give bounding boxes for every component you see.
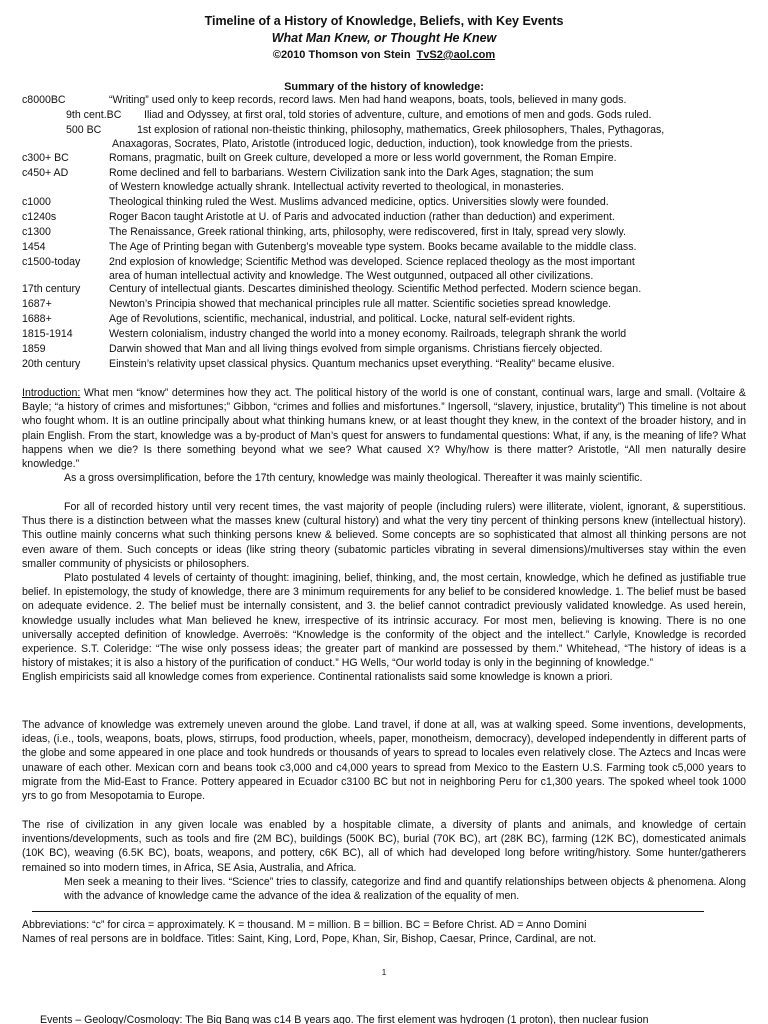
timeline-text-continued: area of human intellectual activity and knowledge. The West outgunned, outpaced all other civilizations.: [109, 270, 594, 282]
timeline-date: 1688+: [22, 313, 52, 325]
timeline-text: Iliad and Odyssey, at first oral, told stories of adventure, culture, and emotions of men and gods. Gods ruled.: [144, 109, 652, 121]
page-number: 1: [381, 968, 387, 977]
timeline-date: c1000: [22, 196, 51, 208]
timeline-date: 9th cent.BC: [66, 109, 122, 121]
timeline-date: c8000BC: [22, 94, 66, 106]
timeline-date: 500 BC: [66, 124, 102, 136]
intro-text: What men “know” determines how they act. The political history of the world is one of constant, continual wars, large and small. (Voltaire & Bayle; “a history of crimes and misfortunes;” Gibbon, “crimes and follies and misfortunes.” Ingersoll, “slavery, injustice, brutality”) This timeline is not about who fought whom. It is an outline principally about what thinking humans knew, or at least thought they knew, in the context of the broader history, and in plain English. From the start, knowledge was a by-product of Man’s quest for answers to fundamental questions: What, if any, is the meaning of life? What happens when we die? Is there something beyond what we see? What caused X? Why/how is there matter? Aristotle, “All men naturally desire knowledge.”: [22, 387, 746, 471]
timeline-date: c1300: [22, 226, 51, 238]
paragraph-plato: [22, 571, 746, 685]
empiricists-text: English empiricists said all knowledge comes from experience. Continental rationalists said some knowledge is known a priori.: [22, 671, 613, 684]
timeline-text: Einstein’s relativity upset classical physics. Quantum mechanics upset everything. “Reality” became elusive.: [109, 358, 615, 370]
intro-oversimplification: As a gross oversimplification, before the 17th century, knowledge was mainly theological. Thereafter it was mainly scientific.: [64, 472, 643, 485]
paragraph-rise-civilization: [22, 818, 746, 903]
timeline-text: Darwin showed that Man and all living things evolved from simple organisms. Christians fiercely objected.: [109, 343, 603, 355]
intro-paragraph: [22, 386, 746, 485]
timeline-text: Roger Bacon taught Aristotle at U. of Paris and advocated induction (rather than deduction) and experiment.: [109, 211, 615, 223]
paragraph-recorded-history: [22, 500, 746, 571]
document-subtitle: What Man Knew, or Thought He Knew: [271, 31, 497, 45]
names-text: Names of real persons are in boldface. Titles: Saint, King, Lord, Pope, Khan, Sir, Bishop, Caesar, Prince, Cardinal, are not.: [22, 933, 597, 946]
timeline-date: 1815-1914: [22, 328, 73, 340]
author-line: [0, 48, 768, 62]
abbreviations-text: Abbreviations: “c” for circa = approximately. K = thousand. M = million. B = billion. BC = Before Christ. AD = Anno Domini: [22, 919, 587, 931]
timeline-date: c300+ BC: [22, 152, 69, 164]
timeline-text: Age of Revolutions, scientific, mechanical, industrial, and political. Locke, natural self-evident rights.: [109, 313, 576, 325]
timeline-date: 20th century: [22, 358, 81, 370]
paragraph-uneven-advance: [22, 718, 746, 803]
rise-civilization-text: The rise of civilization in any given locale was enabled by a hospitable climate, a diversity of plants and animals, and knowledge of certain inventions/developments, such as tools and fire (2M BC), buildings (500K BC), burial (70K BC), art (28K BC), farming (12K BC), domesticated animals (10K BC), weaving (6.5K BC), boats, weapons, and pottery, c6K BC), all of which had developed long before writing/history. Some hunter/gatherers remained so into modern times, in Africa, SE Asia, Australia, and Africa.: [22, 819, 746, 874]
timeline-date: 1859: [22, 343, 46, 355]
timeline-date: c450+ AD: [22, 167, 69, 179]
events-line: Events – Geology/Cosmology: The Big Bang was c14 B years ago. The first element was hydrogen (1 proton), then nuclear fusion: [40, 1014, 649, 1024]
timeline-text: Newton’s Principia showed that mechanical principles rule all matter. Scientific societies spread knowledge.: [109, 298, 612, 310]
timeline-text-continued: Anaxagoras, Socrates, Plato, Aristotle (introduced logic, deduction, induction), took knowledge from the priests.: [112, 138, 633, 150]
timeline-text: 2nd explosion of knowledge; Scientific Method was developed. Science replaced theology as the most important: [109, 256, 635, 268]
timeline-date: 17th century: [22, 283, 81, 295]
document-title: Timeline of a History of Knowledge, Beliefs, with Key Events: [204, 14, 564, 28]
plato-text: Plato postulated 4 levels of certainty of thought: imagining, belief, thinking, and, the most certain, knowledge, which he defined as justifiable true belief. In epistemology, the study of knowledge, there are 3 minimum requirements for any belief to be considered knowledge. 1. The belief must be based on adequate evidence. 2. The belief must be internally consistent, and 3. the belief cannot contradict previously validated knowledge. As used herein, knowledge usually includes what Man believed he knew, irrespective of its intrinsic accuracy. For most men, believing is knowing. There is no one universally accepted definition of knowledge. Averroës: “Knowledge is the conformity of the object and the intellect.” Carlyle, Knowledge is recorded experience. S.T. Coleridge: “The wise only possess ideas; the greater part of mankind are possessed by them.” Whitehead, “The history of ideas is a history of mistakes; it is also a history of the purification of conduct.” HG Wells, “Our world today is only in the beginning of knowledge.”: [22, 572, 746, 670]
timeline-date: 1687+: [22, 298, 52, 310]
timeline-date: c1500-today: [22, 256, 81, 268]
timeline-date: 1454: [22, 241, 46, 253]
summary-heading: Summary of the history of knowledge:: [284, 81, 484, 93]
copyright: ©2010 Thomson von Stein: [272, 49, 411, 61]
timeline-text: The Renaissance, Greek rational thinking, arts, philosophy, were rediscovered, first in Italy, spread very slowly.: [109, 226, 626, 238]
timeline-text: Rome declined and fell to barbarians. Western Civilization sank into the Dark Ages, stagnation; the sum: [109, 167, 594, 179]
recorded-history-text: For all of recorded history until very recent times, the vast majority of people (including rulers) were illiterate, violent, ignorant, & superstitious. Thus there is a distinction between what the masses knew (cultural history) and what the very tiny percent of thinking persons knew (intellectual history). This outline mainly concerns what such thinking persons knew & believed. Some concepts are so sophisticated that almost all thinking persons are not even aware of them. Such concepts or ideas (like string theory (subatomic particles vibrating in several dimensions)/multiverses stay within the even smaller community of physicists or philosophers.: [22, 501, 746, 570]
timeline-text: Romans, pragmatic, built on Greek culture, developed a more or less world government, the Roman Empire.: [109, 152, 617, 164]
timeline-text: 1st explosion of rational non-theistic thinking, philosophy, mathematics, Greek philosophers, Thales, Pythagoras,: [137, 124, 665, 136]
timeline-text-continued: of Western knowledge actually shrank. Intellectual activity reverted to theological, in monasteries.: [109, 181, 564, 193]
abbreviations-block: [22, 918, 746, 946]
separator-line: [32, 911, 704, 912]
meaning-text: Men seek a meaning to their lives. “Science” tries to classify, categorize and find and quantify relationships between objects & phenomena. Along with the advance of knowledge came the advance of the idea & realization of the equality of men.: [64, 875, 746, 903]
timeline-text: Theological thinking ruled the West. Muslims advanced medicine, optics. Universities slowly were founded.: [109, 196, 609, 208]
timeline-text: Western colonialism, industry changed the world into a money economy. Railroads, telegraph shrank the world: [109, 328, 627, 340]
uneven-advance-text: The advance of knowledge was extremely uneven around the globe. Land travel, if done at all, was at walking speed. Some inventions, developments, ideas, (i.e., tools, weapons, boats, plows, stirrups, food production, wheels, paper, monotheism, democracy), developed independently in different parts of the globe and some appeared in one place and took hundreds or thousands of years to spread to locales even relatively close. The Aztecs and Incas were unaware of each other. Mexican corn and beans took c3,000 and c4,000 years to spread from Mexico to the Eastern U.S. Farming took c5,000 years to migrate from the Mid-East to France. Pottery appeared in Ecuador c3100 BC but not in neighboring Peru for c1,300 years. The spoked wheel took 1000 yrs to go from Mesopotamia to Europe.: [22, 719, 746, 803]
timeline-text: The Age of Printing began with Gutenberg’s moveable type system. Books became available to the middle class.: [109, 241, 637, 253]
email-link[interactable]: TvS2@aol.com: [416, 49, 496, 61]
timeline-text: Century of intellectual giants. Descartes diminished theology. Scientific Method perfected. Modern science began.: [109, 283, 642, 295]
intro-label: Introduction:: [22, 387, 81, 399]
timeline-text: “Writing” used only to keep records, record laws. Men had hand weapons, boats, tools, believed in many gods.: [109, 94, 627, 106]
timeline-date: c1240s: [22, 211, 57, 223]
